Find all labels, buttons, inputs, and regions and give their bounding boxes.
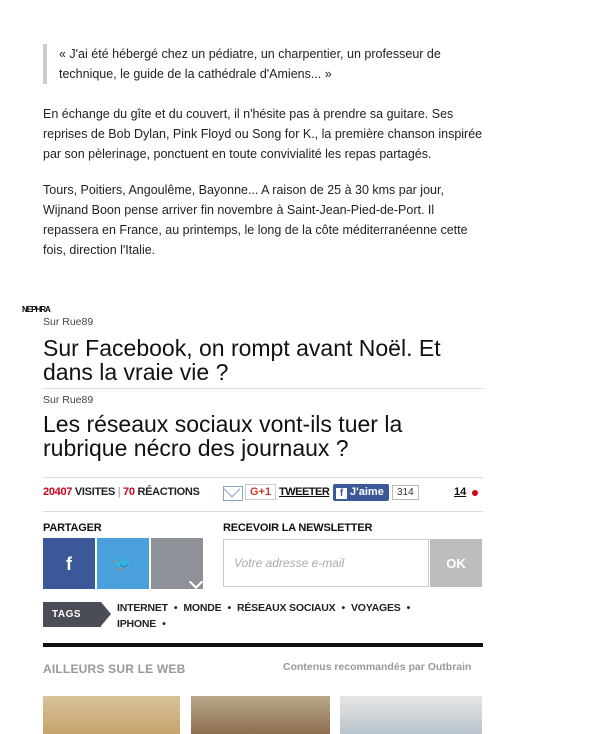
facebook-like-count: 314 <box>392 485 419 500</box>
related-article-link[interactable]: Sur Facebook, on rompt avant Noël. Et dans la vraie vie ? <box>43 335 441 385</box>
reactions-count[interactable]: 70 <box>123 486 135 498</box>
divider <box>43 388 483 389</box>
twitter-icon: 🐦 <box>113 555 133 572</box>
related-article-link[interactable]: Les réseaux sociaux vont-ils tuer la rubrique nécro des journaux ? <box>43 411 403 461</box>
facebook-icon: f <box>66 554 72 574</box>
article-paragraph: Tours, Poitiers, Angoulême, Bayonne... A raison de 25 à 30 kms par jour, Wijnand Boon pense arriver fin novembre à Saint-Jean-Pied-de-Port. Il repassera en France, au printemps, le long de la côte méditerranéenne cette fois, direction l'Italie. <box>43 183 468 257</box>
share-label: PARTAGER <box>43 522 102 534</box>
comment-dot-icon <box>472 490 478 496</box>
visits-count: 20407 <box>43 486 73 498</box>
block-quote <box>43 44 499 84</box>
recommended-thumbnail[interactable] <box>191 696 330 734</box>
tag-link[interactable]: MONDE <box>183 602 222 614</box>
email-share-icon[interactable] <box>223 486 243 501</box>
tag-link[interactable]: INTERNET <box>117 602 168 614</box>
tiny-label: NEPHRA <box>22 305 50 314</box>
divider <box>43 477 483 478</box>
recommended-thumbnail[interactable] <box>340 696 482 734</box>
gplus-button[interactable]: G+1 <box>245 484 276 500</box>
comments-count-link[interactable]: 14 <box>454 486 467 498</box>
tags-list: INTERNET • MONDE • RÉSEAUX SOCIAUX • VOYAGES • IPHONE • <box>117 602 411 630</box>
facebook-like-label: J'aime <box>350 486 384 498</box>
outbrain-link[interactable]: Contenus recommandés par Outbrain <box>283 661 472 673</box>
visits-label: VISITES <box>74 486 115 498</box>
ailleurs-heading: AILLEURS SUR LE WEB <box>43 662 186 676</box>
share-facebook-button[interactable] <box>43 538 95 589</box>
facebook-like-button[interactable] <box>333 484 389 501</box>
share-more-button[interactable] <box>151 538 203 589</box>
article-stats: 20407 VISITES | 70 RÉACTIONS <box>43 486 200 498</box>
reactions-label[interactable]: RÉACTIONS <box>137 486 200 498</box>
related-source: Sur Rue89 <box>43 316 94 328</box>
newsletter-email-input[interactable] <box>223 539 429 587</box>
recommended-thumbnail[interactable] <box>43 696 180 734</box>
chevron-down-icon <box>189 575 203 589</box>
newsletter-ok-button[interactable]: OK <box>430 539 482 587</box>
divider <box>43 511 483 512</box>
share-twitter-button[interactable] <box>97 538 149 589</box>
tag-link[interactable]: RÉSEAUX SOCIAUX <box>236 602 336 614</box>
facebook-icon: f <box>336 488 347 499</box>
quote-text: « J'ai été hébergé chez un pédiatre, un charpentier, un professeur de technique, le guide de la cathédrale d'Amiens... » <box>59 47 441 81</box>
tags-badge: TAGS <box>43 602 101 627</box>
section-divider <box>43 643 483 647</box>
newsletter-label: RECEVOIR LA NEWSLETTER <box>223 522 373 534</box>
tweet-button[interactable]: TWEETER <box>279 486 330 498</box>
tag-link[interactable]: VOYAGES <box>350 602 401 614</box>
related-source: Sur Rue89 <box>43 394 94 406</box>
tag-link[interactable]: IPHONE <box>117 618 157 630</box>
article-paragraph: En échange du gîte et du couvert, il n'hésite pas à prendre sa guitare. Ses reprises de Bob Dylan, Pink Floyd ou Song for K., la première chanson inspirée par son pèlerinage, ponctuent en toute convivialité les repas partagés. <box>43 107 483 161</box>
